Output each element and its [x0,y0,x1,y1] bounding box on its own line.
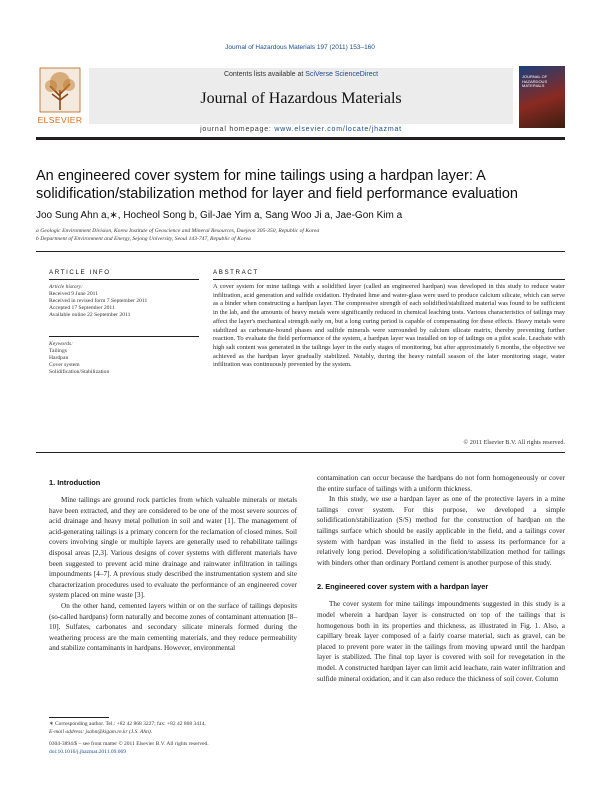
history-online: Available online 22 September 2011 [49,312,131,318]
keyword: Tailings [49,348,67,354]
affiliation-b: b Department of Environment and Energy, Sejong University, Seoul 143-747, Republic of Korea [36,236,251,242]
author-list: Joo Sung Ahn a,∗, Hocheol Song b, Gil-Jae Yim a, Sang Woo Ji a, Jae-Gon Kim a [36,210,403,221]
section-2-paragraph-1: The cover system for mine tailings impoundments suggested in this study is a model wherein a hardpan layer is constructed on top of the tailings that is homogenous both in its properties and thickness, as illustrated in Fig. 1. Also, a capillary break layer composed of a fairly coarse material, such as gravel, can be placed to prevent pore water in the tailings from moving upward until the hardpan layer is stabilized. The final top layer is covered with soil for revegetation in the model. A constructed hardpan layer can limit acid leachate, rain water infiltration and sulfide mineral oxidation, and it can also reduce the thickness of soil cover. Column [317,600,565,683]
intro-paragraph-4: In this study, we use a hardpan layer as one of the protective layers in a mine tailings cover system. For this purpose, we developed a simple solidification/stabilization (S/S) method for the construction of hardpan on the tailings surface which should be easily applicable in the field, and a tailings cover system with hardpan was installed in the field to assess its performance for a relatively long period. Developing a solidification/stabilization method for tailings with binders other than ordinary Portland cement is another purpose of this study. [317,495,565,567]
history-accepted: Accepted 17 September 2011 [49,305,115,311]
keywords-block [49,341,199,376]
front-matter-rule [36,452,565,453]
abstract-rule [213,279,565,280]
contents-prefix: Contents lists available at [223,71,306,78]
cover-title: JOURNAL OF HAZARDOUS MATERIALS [522,74,548,88]
abstract-copyright: © 2011 Elsevier B.V. All rights reserved. [463,439,565,446]
article-history [49,284,199,319]
intro-paragraph-3: contamination can occur because the hardpans do not form homogeneously or cover the entire surface of tailings with a uniform thickness. [317,474,565,493]
homepage-prefix: journal homepage: [200,126,275,133]
intro-paragraph-1: Mine tailings are ground rock particles from which valuable minerals or metals have been extracted, and they are considered to be one of the most severe sources of acid drainage and heavy metal pollution in soil and water [1]. The management of acid-generating tailings is a primary concern for the reclamation of closed mines. Soil covers involving single or multiple layers are generally used to rehabilitate tailings disposal areas [2,3]. Various designs of cover systems with different materials have been suggested to prevent acid mine drainage and rainwater infiltration in tailings impoundments [4–7]. A previous study described the instrumentation system and site characterization procedures used to evaluate the performance of an engineered cover system placed on mine waste [3]. [49,496,297,600]
elsevier-logo [36,66,84,128]
affiliation-rule [36,251,565,252]
homepage-link[interactable]: www.elsevier.com/locate/jhazmat [274,126,402,133]
author-email[interactable]: E-mail address: jsahn@kigam.re.kr (J.S. Ahn). [49,728,153,735]
publisher-wordmark: ELSEVIER [37,115,83,125]
journal-banner [89,68,513,124]
left-column [49,478,297,654]
sciencedirect-link[interactable]: SciVerse ScienceDirect [305,71,379,78]
keyword: Cover system [49,362,80,368]
article-info-rule [49,279,199,280]
intro-paragraph-2: On the other hand, cemented layers within or on the surface of tailings deposits (so-called hardpans) form naturally and become zones of contaminant attenuation [8–10]. Sulfates, carbonates and secondary silicate minerals formed during the weathering process are the main cementing materials, and they reduce permeability and stabilize contaminants in hardpans. However, environmental [49,601,297,653]
header-rule [36,137,565,140]
introduction-heading: 1. Introduction [49,478,101,487]
history-revised: Received in revised form 7 September 2011 [49,298,148,304]
article-title: An engineered cover system for mine tailings using a hardpan layer: A solidification/stabilization method for layer and field performance evaluation [36,168,518,202]
corresponding-author: ∗ Corresponding author. Tel.: +82 42 868 3227; fax: +82 42 868 3414. [49,721,206,727]
footnotes [49,721,297,756]
abstract-heading: ABSTRACT [213,269,259,276]
doi-link[interactable]: doi:10.1016/j.jhazmat.2011.09.069 [49,748,126,755]
keywords-rule [49,336,199,337]
contents-line [89,71,513,78]
journal-homepage [89,126,513,133]
running-head[interactable]: Journal of Hazardous Materials 197 (2011) 153–160 [225,44,375,51]
section-2-heading: 2. Engineered cover system with a hardpan layer [317,582,489,592]
journal-title: Journal of Hazardous Materials [200,90,402,107]
abstract-text: A cover system for mine tailings with a solidified layer (called an engineered hardpan) was developed in this study to reduce water infiltration, acid generation and sulfide oxidation. Hydrated lime and water-glass were used to produce calcium silicate, which can serve as a binder when constructing a hardpan layer. The compressive strength of each solidified/stabilized material was found to be sufficient in the lab, and the amounts of heavy metals were significantly reduced in chemical leaching tests. Various characteristics of tailings may affect the layer's mechanical strength early on, but a long curing period is capable of compensating for these effects. Heavy metals were stabilized as carbonate-bound phases and sulfide minerals were surrounded by calcium silicate matrix, thereby preventing further reaction. To evaluate the field performance of the system, a hardpan layer was installed on top of tailings on a pilot scale. Leachate with high salt content was generated in the tailings layer in the early stages of monitoring, but after approximately 6 months, the objective we achieved as the hardpan layer gradually stabilized. Notably, during the heavy rainfall season of the later monitoring stage, water infiltration was continuously prevented by the system. [213,283,565,369]
keyword: Hardpan [49,355,69,361]
keywords-label: Keywords: [49,341,74,347]
affiliation-a: a Geologic Environment Division, Korea Institute of Geoscience and Mineral Resources, Daejeon 305-350, Republic of Korea [36,228,320,234]
journal-cover [519,66,565,128]
keyword: Solidification/Stabilization [49,369,110,375]
issn-line: 0304-3894/$ – see front matter © 2011 Elsevier B.V. All rights reserved. [49,741,209,748]
right-column [317,473,565,684]
article-info-heading: ARTICLE INFO [49,269,111,276]
footnote-rule [49,717,109,718]
history-label: Article history: [49,284,84,290]
history-received: Received 9 June 2011 [49,291,99,297]
